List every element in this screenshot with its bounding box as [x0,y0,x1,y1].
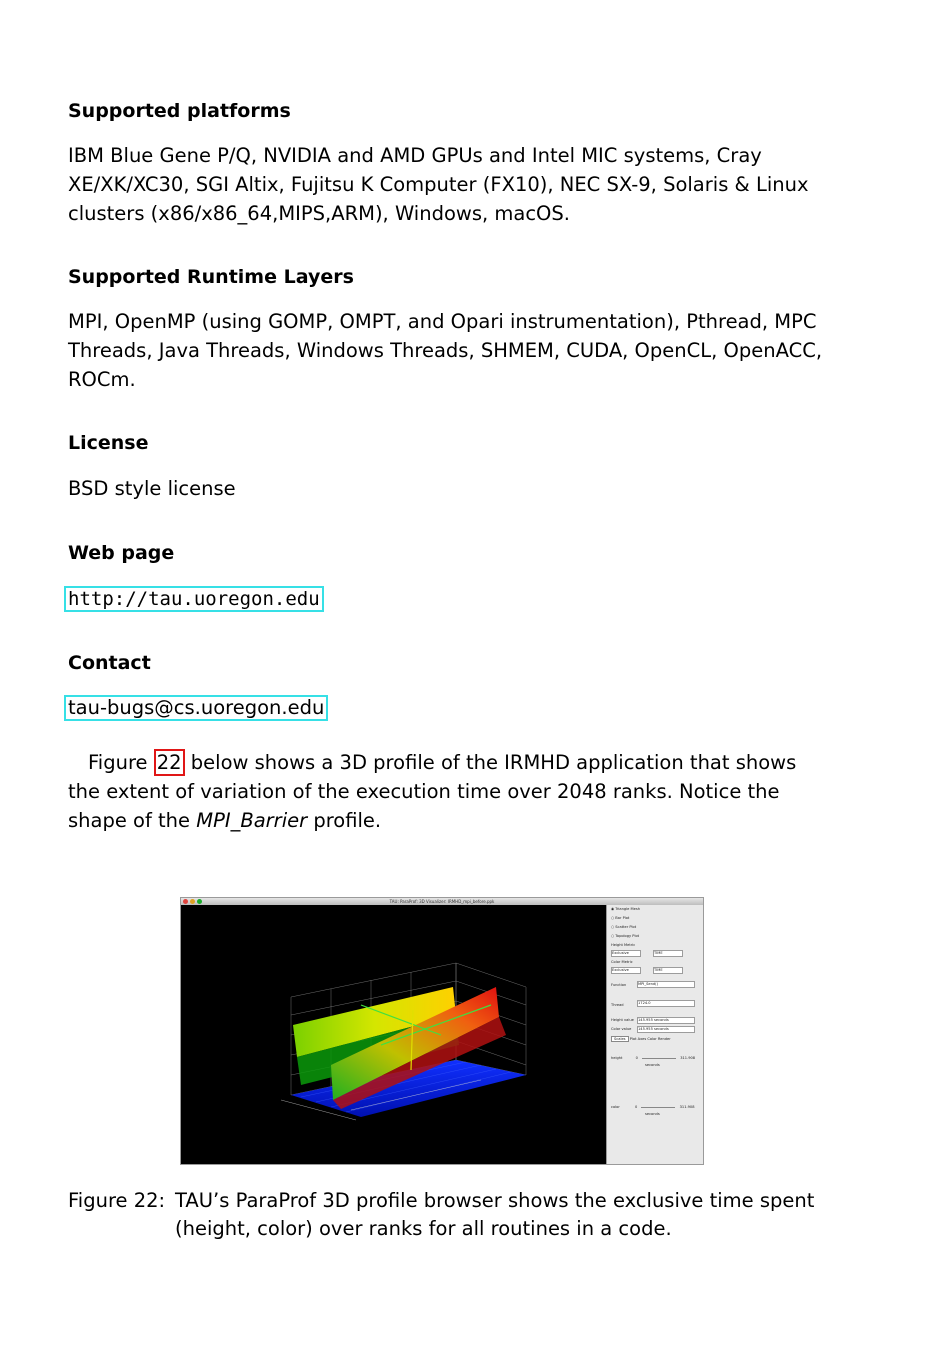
color-value-field[interactable] [637,1026,695,1033]
height-metric-label: Height Metric [611,943,636,947]
scale-height-label: height [611,1056,623,1060]
radio-label: Bar Plot [615,916,630,920]
paragraph-line3-end: profile. [307,809,382,832]
function-value: MPI_Send() [638,982,658,986]
function-field[interactable] [637,981,695,988]
radio-label: Triangle Mesh [615,907,640,911]
height-scale-max: 311.908 [680,1056,696,1060]
paraprof-3d-screenshot [180,897,704,1165]
color-metric-unit-select[interactable] [653,967,683,974]
window-minimize-icon[interactable] [190,899,195,904]
tab-render[interactable]: Render [657,1037,671,1041]
web-page-link[interactable]: http://tau.uoregon.edu [64,586,324,612]
window-close-icon[interactable] [183,899,188,904]
figure-window-titlebar [181,898,703,905]
paragraph-line1-rest: below shows a 3D profile of the IRMHD application that shows [184,751,797,774]
radio-label: Topology Plot [615,934,640,938]
height-metric-unit: TIME [654,951,663,955]
color-value-label: Color value [611,1027,632,1031]
color-scale-unit: seconds [645,1112,660,1116]
mpi-barrier-emphasis: MPI_Barrier [196,809,308,832]
platforms-text: IBM Blue Gene P/Q, NVIDIA and AMD GPUs and Intel MIC systems, Cray XE/XK/XC30, SGI Altix, Fujitsu K Computer (FX10), NEC SX-9, Solaris & Linux clusters (x86/x86_64,MIPS,ARM), Windows, macOS. [68,144,809,225]
radio-triangle-mesh[interactable]: ◉ Triangle Mesh [611,907,640,911]
function-label: Function [611,983,627,987]
heading-license: License [68,432,149,454]
scale-color-label: color [611,1105,620,1109]
color-scale-min: 0 [635,1105,638,1109]
heading-supported-platforms: Supported platforms [68,100,291,122]
radio-bar-plot[interactable]: ○ Bar Plot [611,916,630,920]
tab-scales[interactable]: Scales [611,1036,629,1042]
thread-value: 1724.0 [638,1001,651,1005]
runtime-layers-text: MPI, OpenMP (using GOMP, OMPT, and Opari instrumentation), Pthread, MPC Threads, Java Threads, Windows Threads, SHMEM, CUDA, OpenCL, OpenACC, ROCm. [68,310,823,391]
visualizer-side-panel [606,905,703,1164]
height-value: 145.955 seconds [638,1018,669,1022]
license-text: BSD style license [68,477,236,500]
tab-plot[interactable]: Plot [629,1037,637,1041]
contact-email-link[interactable]: tau-bugs@cs.uoregon.edu [64,695,328,721]
color-scale-row [611,1105,695,1109]
color-metric-unit: TIME [654,968,663,972]
radio-label: Scatter Plot [615,925,637,929]
caption-label: Figure 22: [68,1189,166,1212]
heading-web-page: Web page [68,542,175,564]
thread-label: Thread [611,1003,624,1007]
figure-window-title: TAU: ParaProf: 3D Visualizer: IRMHD_mpi_before.ppk [389,899,495,904]
3d-plot-canvas[interactable] [181,905,607,1164]
color-metric-select[interactable] [611,967,641,974]
tab-color[interactable]: Color [647,1037,657,1041]
color-value: 145.955 seconds [638,1027,669,1031]
radio-scatter-plot[interactable]: ○ Scatter Plot [611,925,637,929]
tab-axes[interactable]: Axes [637,1037,647,1041]
settings-tab-bar [611,1037,671,1041]
height-metric-value: Exclusive [612,951,629,955]
paragraph-line3-start: shape of the [68,809,197,832]
thread-field[interactable] [637,1000,695,1007]
height-scale-row [611,1056,695,1060]
figure-reference-link[interactable]: 22 [154,749,185,776]
radio-topology-plot[interactable]: ○ Topology Plot [611,934,640,938]
color-scale-slider[interactable] [641,1107,675,1108]
color-scale-max: 311.908 [679,1105,695,1109]
heading-runtime-layers: Supported Runtime Layers [68,266,354,288]
height-metric-unit-select[interactable] [653,950,683,957]
height-value-label: Height value [611,1018,634,1022]
height-scale-min: 0 [635,1056,638,1060]
paragraph-line2: the extent of variation of the execution time over 2048 ranks. Notice the [68,780,780,803]
paragraph-figure-word: Figure [88,751,154,774]
height-scale-slider[interactable] [642,1058,676,1059]
color-metric-value: Exclusive [612,968,629,972]
height-metric-select[interactable] [611,950,641,957]
window-zoom-icon[interactable] [197,899,202,904]
color-metric-label: Color Metric [611,960,633,964]
heading-contact: Contact [68,652,151,674]
figure-description-paragraph [68,748,828,835]
height-scale-unit: seconds [645,1063,660,1067]
height-value-field[interactable] [637,1017,695,1024]
caption-text: TAU’s ParaProf 3D profile browser shows the exclusive time spent (height, color) over ranks for all routines in a code. [175,1189,815,1240]
